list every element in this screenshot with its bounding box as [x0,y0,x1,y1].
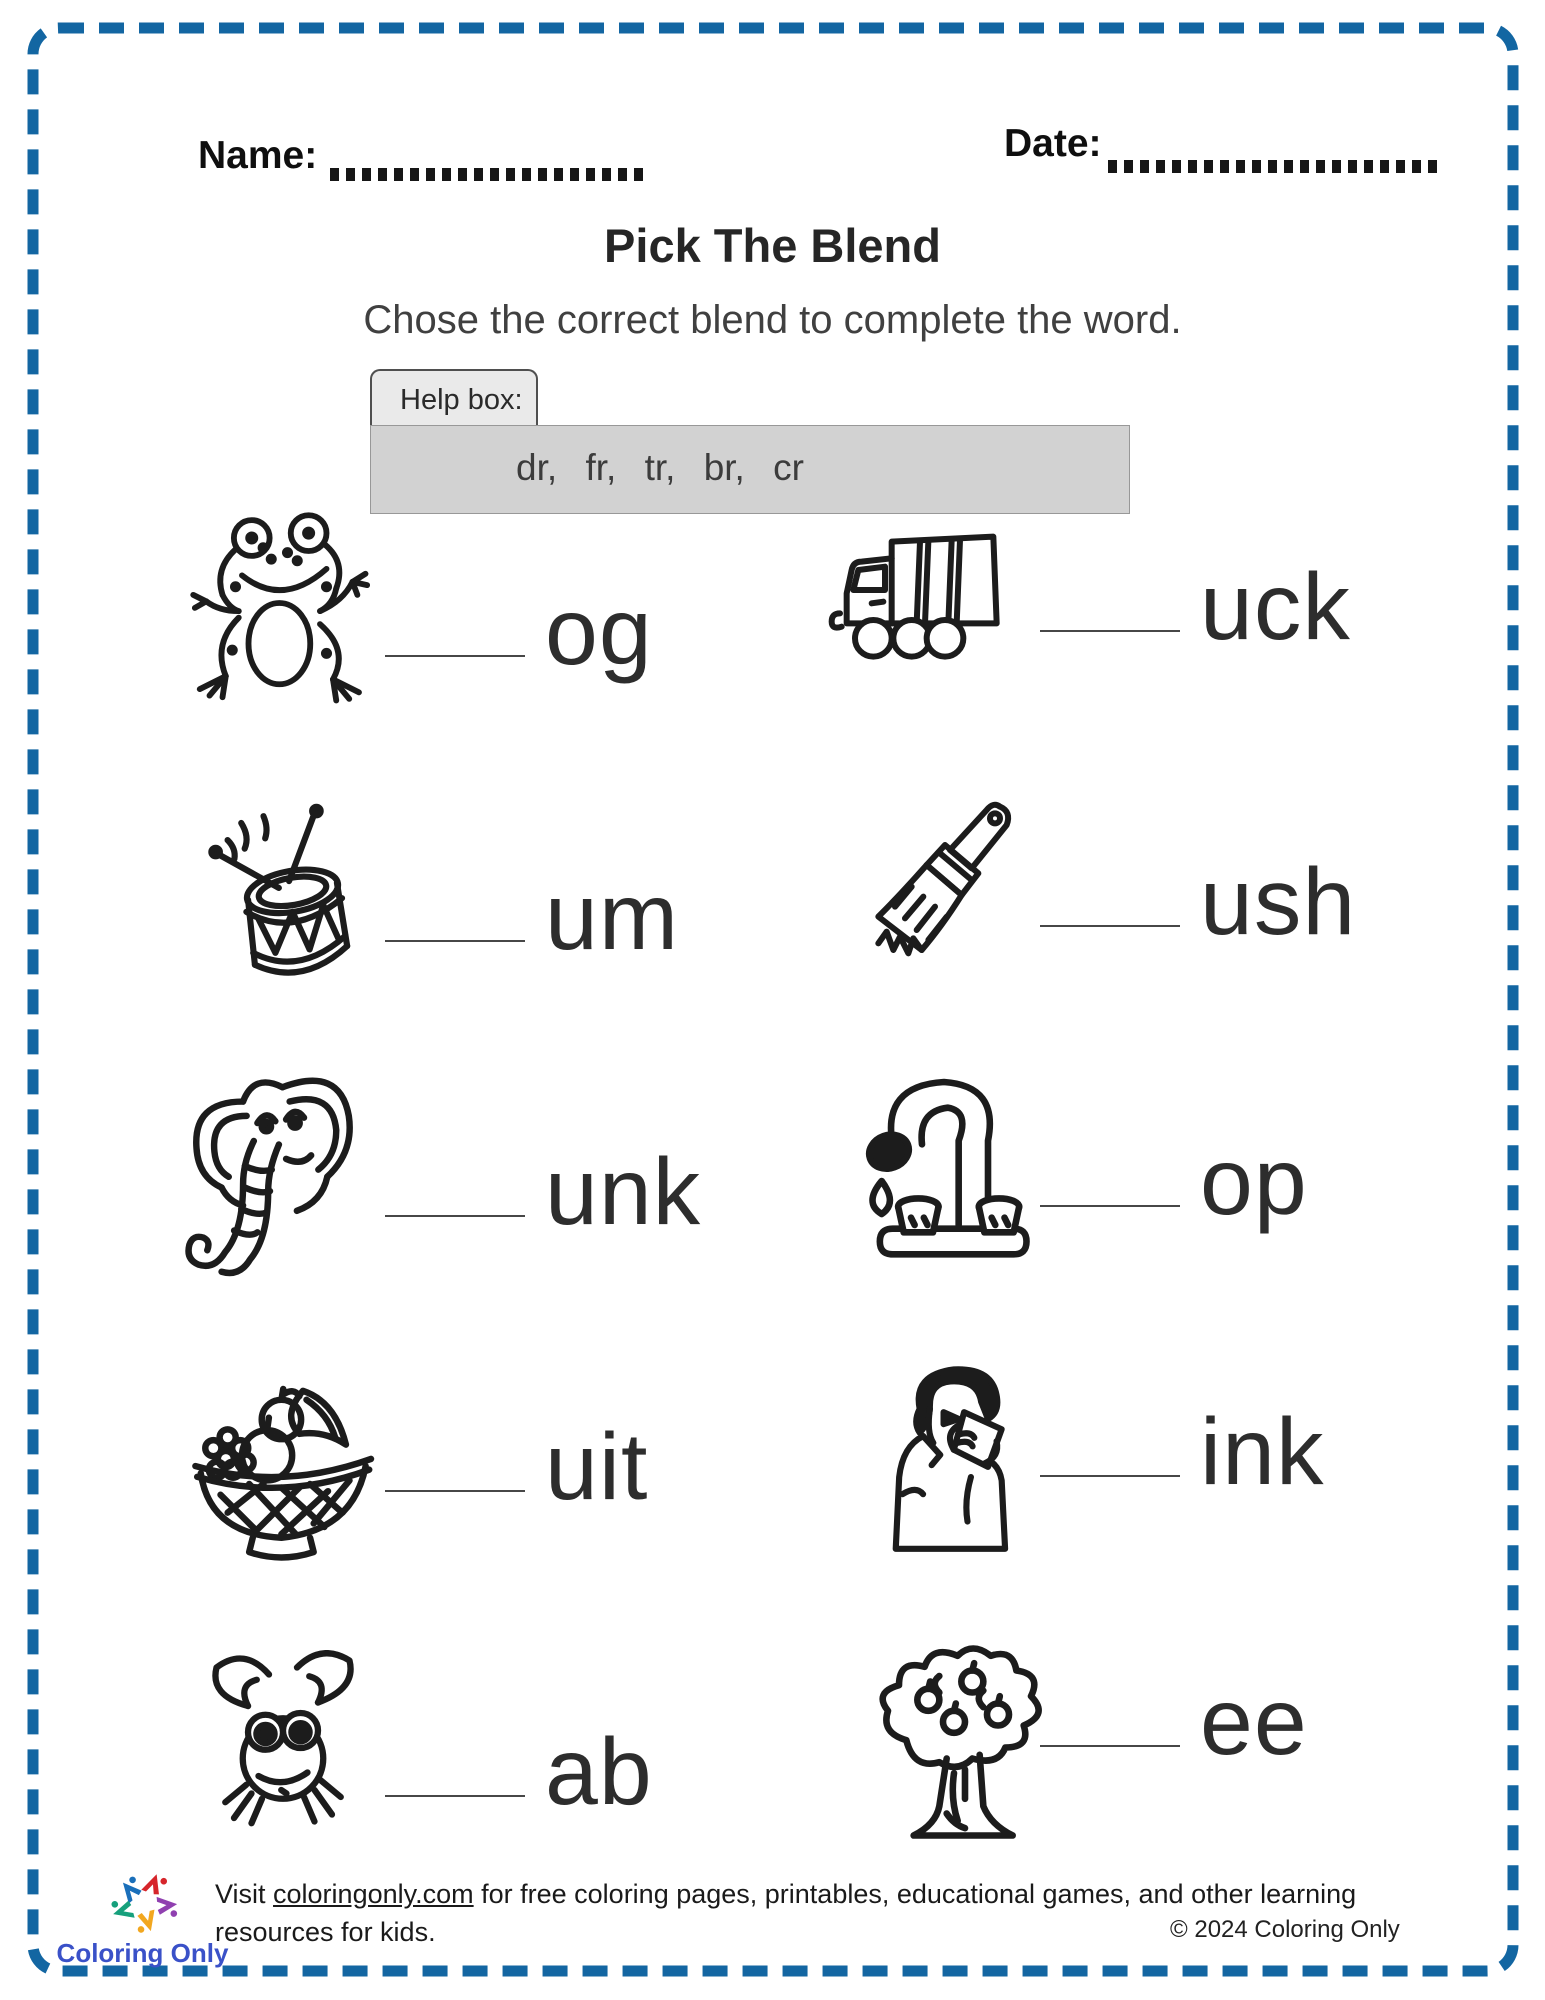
ending-um: um [545,864,679,970]
garbage-truck-illustration [825,515,1025,685]
apple-tree-illustration [855,1630,1075,1865]
name-label: Name: [198,134,318,177]
date-write-line [1108,160,1438,173]
ending-op: op [1200,1129,1308,1235]
paintbrush-illustration [840,790,1050,990]
ending-uck: uck [1200,554,1351,660]
date-label: Date: [1004,122,1102,165]
coloring-only-logo-icon [95,1872,195,1938]
frog-illustration [190,510,385,722]
ending-ab: ab [545,1719,653,1825]
page-title: Pick The Blend [604,219,941,272]
footer-visit-suffix: for free coloring pages, printables, educational games, and other learning resources for kids. [215,1879,1357,1947]
answer-blank-faucet [1040,1205,1180,1207]
answer-blank-tree [1040,1745,1180,1747]
drum-illustration [190,780,395,1030]
boy-drinking-illustration [865,1355,1070,1565]
faucet-drop-illustration [845,1060,1065,1280]
ending-ee: ee [1200,1669,1308,1775]
answer-blank-truck [1040,630,1180,632]
coloringonly-link[interactable]: coloringonly.com [273,1879,474,1909]
elephant-trunk-illustration [175,1040,390,1310]
help-box-label: Help box: [400,384,523,416]
name-write-line [330,168,646,181]
answer-blank-crab [385,1795,525,1797]
answer-blank-elephant [385,1215,525,1217]
answer-blank-brush [1040,925,1180,927]
ending-ush: ush [1200,849,1357,955]
coloring-only-logo-text: Coloring Only [56,1938,229,1968]
answer-blank-drink [1040,1475,1180,1477]
ending-unk: unk [545,1139,702,1245]
copyright-text: © 2024 Coloring Only [1170,1916,1400,1943]
help-box-blends: dr, fr, tr, br, cr [516,447,804,488]
help-box-tab [370,369,538,425]
answer-blank-drum [385,940,525,942]
answer-blank-frog [385,655,525,657]
ending-og: og [545,579,653,685]
footer-visit-prefix: Visit [215,1879,274,1909]
crab-illustration [185,1650,395,1860]
ending-ink: ink [1200,1399,1325,1505]
instruction-text: Chose the correct blend to complete the word. [363,298,1182,342]
answer-blank-fruit [385,1490,525,1492]
ending-uit: uit [545,1414,649,1520]
fruit-basket-illustration [175,1355,395,1570]
